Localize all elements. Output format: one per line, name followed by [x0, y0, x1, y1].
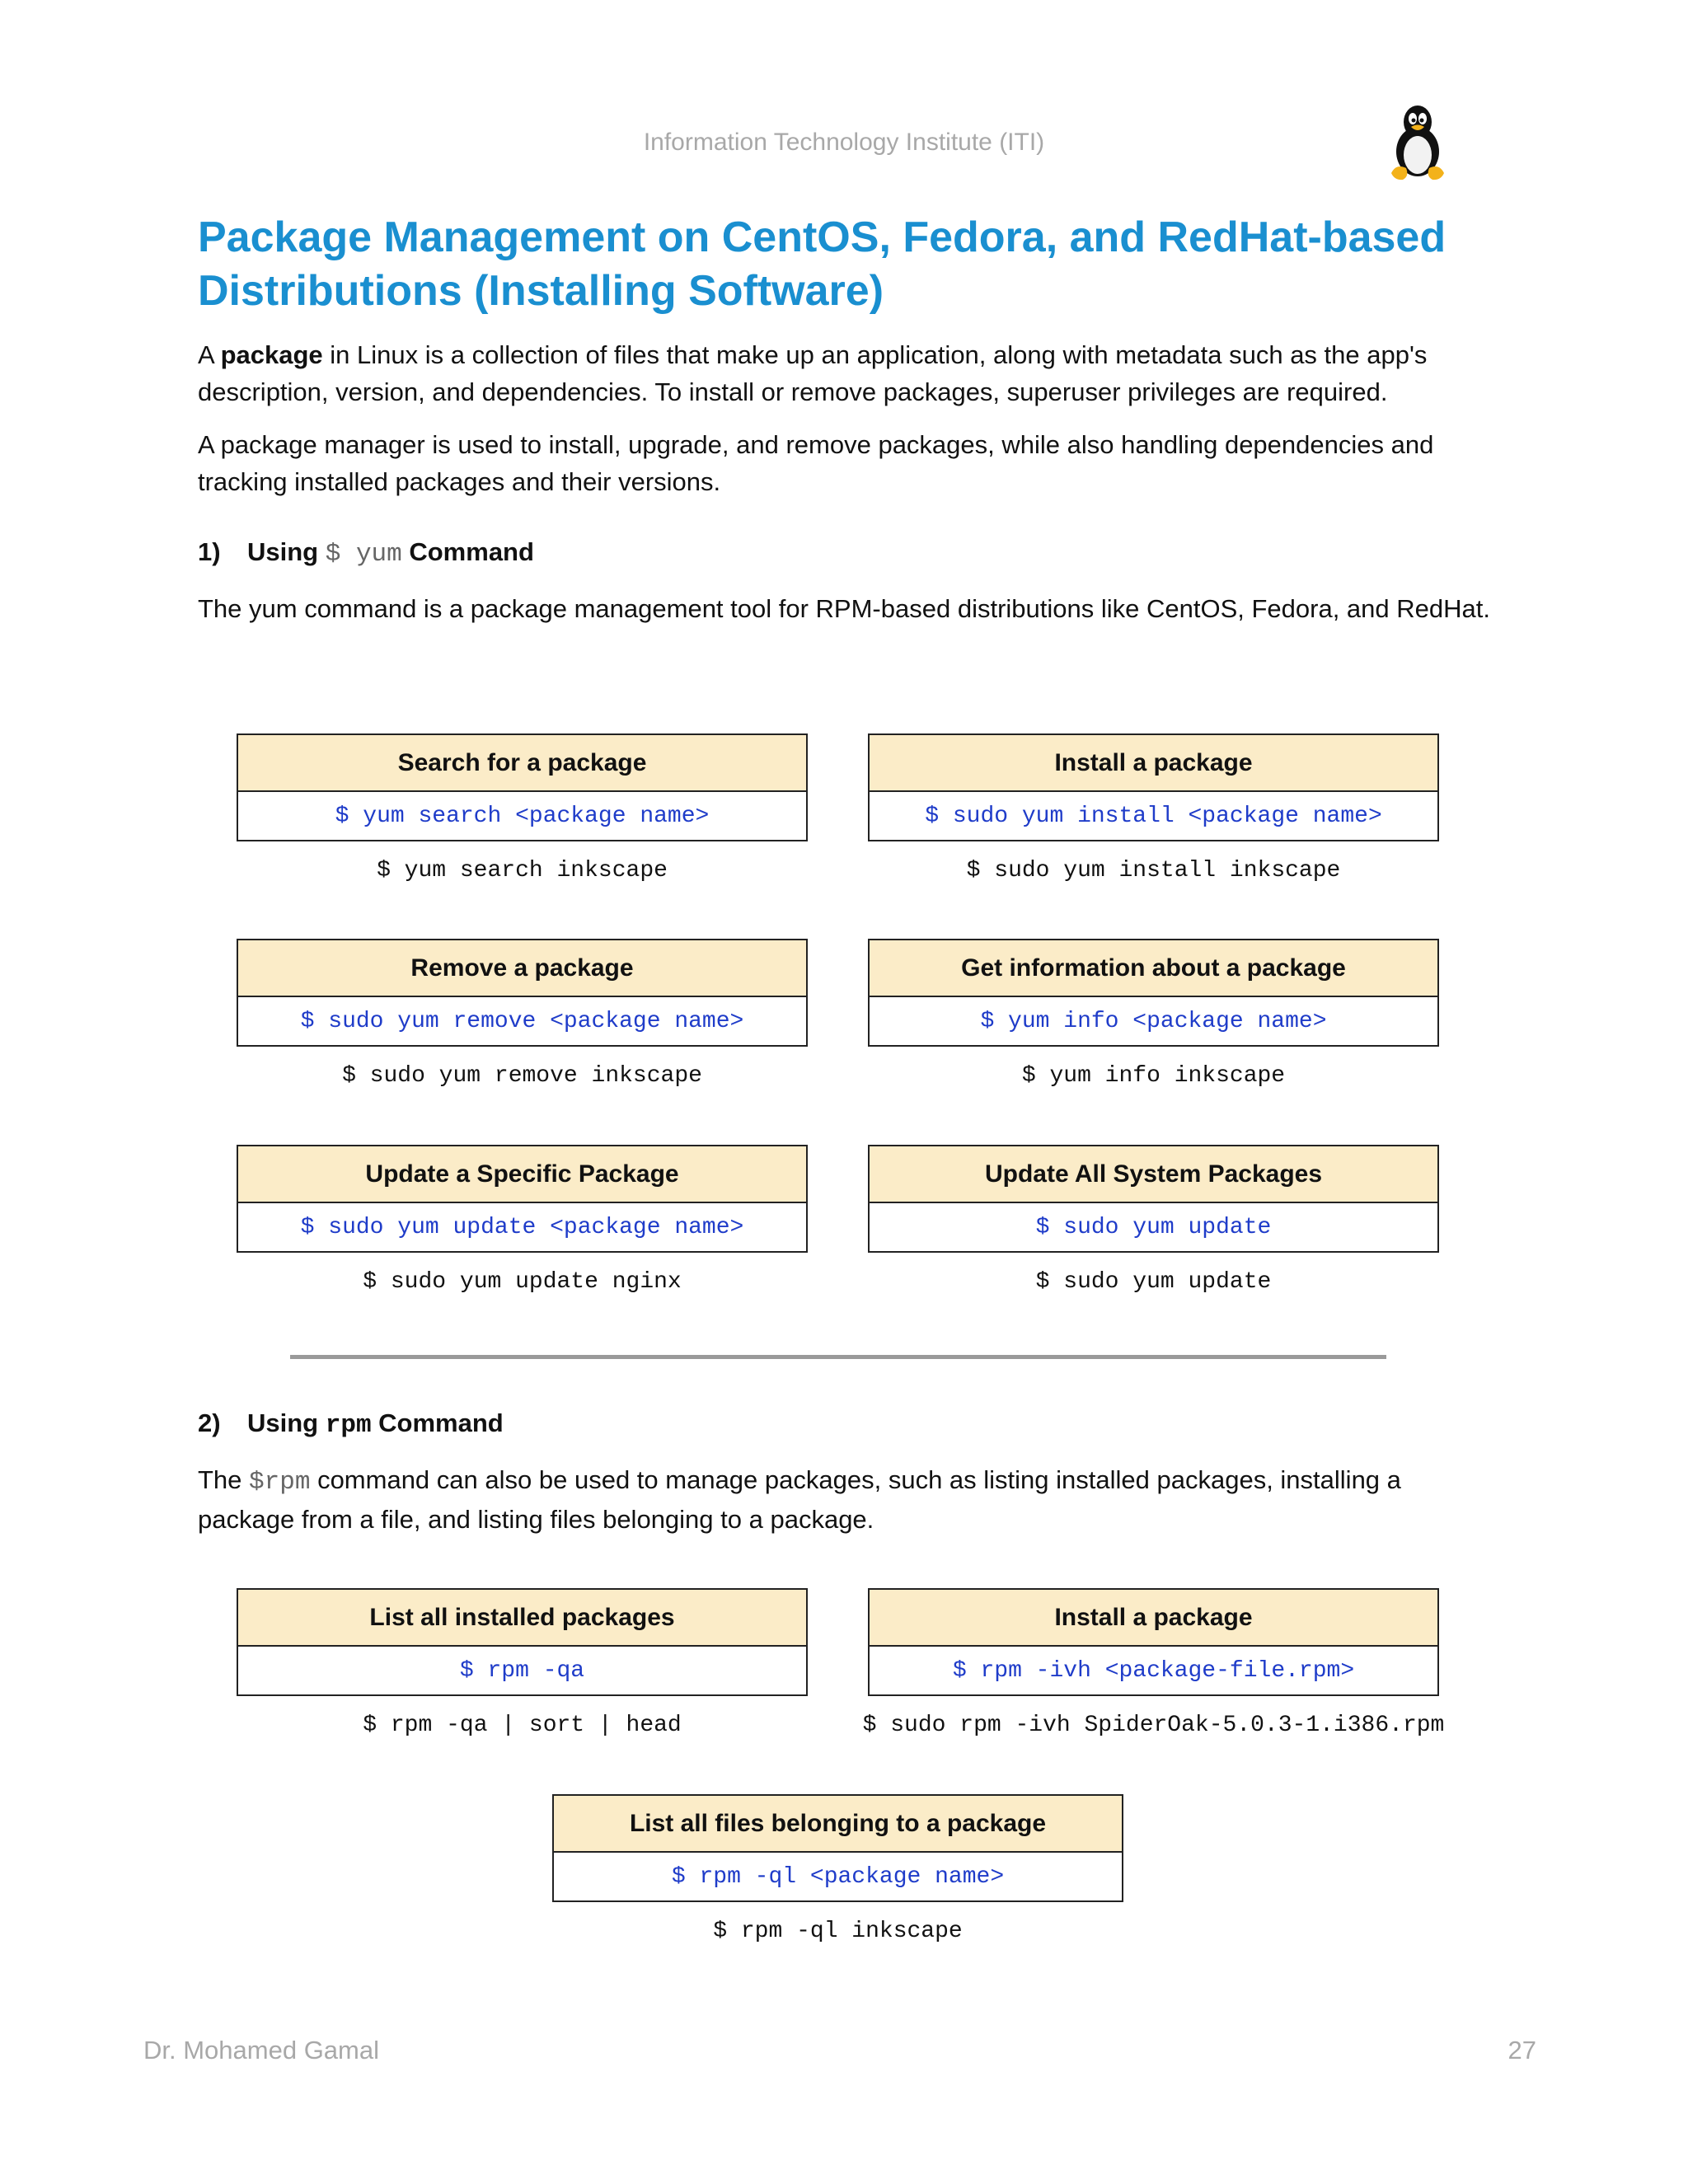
command-card-info — [868, 939, 1439, 1104]
intro-paragraph-2: A package manager is used to install, upgrade, and remove packages, while also handling dependencies and tracking installed packages and their versions. — [198, 430, 1434, 496]
card-title: Install a package — [868, 733, 1439, 792]
card-title: Remove a package — [237, 939, 808, 997]
card-syntax: $ rpm -qa — [237, 1647, 808, 1696]
section-2-heading: 2) Using rpm Command — [198, 1408, 504, 1440]
command-card-rpm-install — [862, 1588, 1445, 1754]
intro-paragraph-1: A package in Linux is a collection of files that make up an application, along with metadata such as the app's description, version, and dependencies. To install or remove packages, superuser privileges are required. — [198, 340, 1428, 406]
card-example: $ sudo rpm -ivh SpiderOak-5.0.3-1.i386.rpm — [862, 1712, 1445, 1738]
section-1-description: The yum command is a package management tool for RPM-based distributions like CentOS, Fedora, and RedHat. — [198, 594, 1490, 623]
card-example: $ yum search inkscape — [377, 857, 668, 883]
card-example: $ sudo yum install inkscape — [966, 857, 1341, 883]
card-example: $ sudo yum update — [1035, 1268, 1272, 1295]
card-syntax: $ yum info <package name> — [868, 997, 1439, 1047]
command-card-update-all — [868, 1145, 1439, 1310]
card-syntax: $ yum search <package name> — [237, 792, 808, 841]
card-example: $ rpm -qa | sort | head — [363, 1712, 682, 1738]
card-title: Update All System Packages — [868, 1145, 1439, 1203]
page-number: 27 — [1507, 2036, 1536, 2064]
package-term: package — [220, 340, 323, 369]
section-divider — [290, 1355, 1386, 1359]
card-syntax: $ rpm -ivh <package-file.rpm> — [868, 1647, 1439, 1696]
card-example: $ rpm -ql inkscape — [713, 1918, 963, 1944]
section-2-description: The $rpm command can also be used to manage packages, such as listing installed packages, installing a package from a file, and listing files belonging to a package. — [198, 1465, 1401, 1534]
card-title: Get information about a package — [868, 939, 1439, 997]
command-card-update-specific — [237, 1145, 808, 1310]
card-title: List all installed packages — [237, 1588, 808, 1647]
command-card-remove — [237, 939, 808, 1104]
command-card-install — [868, 733, 1439, 899]
command-card-list-installed — [237, 1588, 808, 1754]
card-example: $ yum info inkscape — [1021, 1062, 1286, 1089]
card-title: Update a Specific Package — [237, 1145, 808, 1203]
card-syntax: $ sudo yum install <package name> — [868, 792, 1439, 841]
card-title: Search for a package — [237, 733, 808, 792]
card-title: List all files belonging to a package — [552, 1794, 1123, 1853]
card-syntax: $ sudo yum update — [868, 1203, 1439, 1253]
section-1-heading: 1) Using $ yum Command — [198, 537, 534, 569]
card-syntax: $ sudo yum update <package name> — [237, 1203, 808, 1253]
card-syntax: $ rpm -ql <package name> — [552, 1853, 1123, 1902]
card-example: $ sudo yum update nginx — [363, 1268, 682, 1295]
header-institute: Information Technology Institute (ITI) — [643, 129, 1045, 156]
card-title: Install a package — [868, 1588, 1439, 1647]
card-syntax: $ sudo yum remove <package name> — [237, 997, 808, 1047]
page-title: Package Management on CentOS, Fedora, and RedHat-based Distributions (Installing Software) — [198, 213, 1447, 315]
rpm-inline-command: $rpm — [249, 1468, 311, 1497]
tux-penguin-icon — [1385, 102, 1451, 181]
footer-author: Dr. Mohamed Gamal — [143, 2036, 379, 2064]
command-card-list-files — [552, 1794, 1123, 1960]
card-example: $ sudo yum remove inkscape — [342, 1062, 702, 1089]
command-card-search — [237, 733, 808, 899]
